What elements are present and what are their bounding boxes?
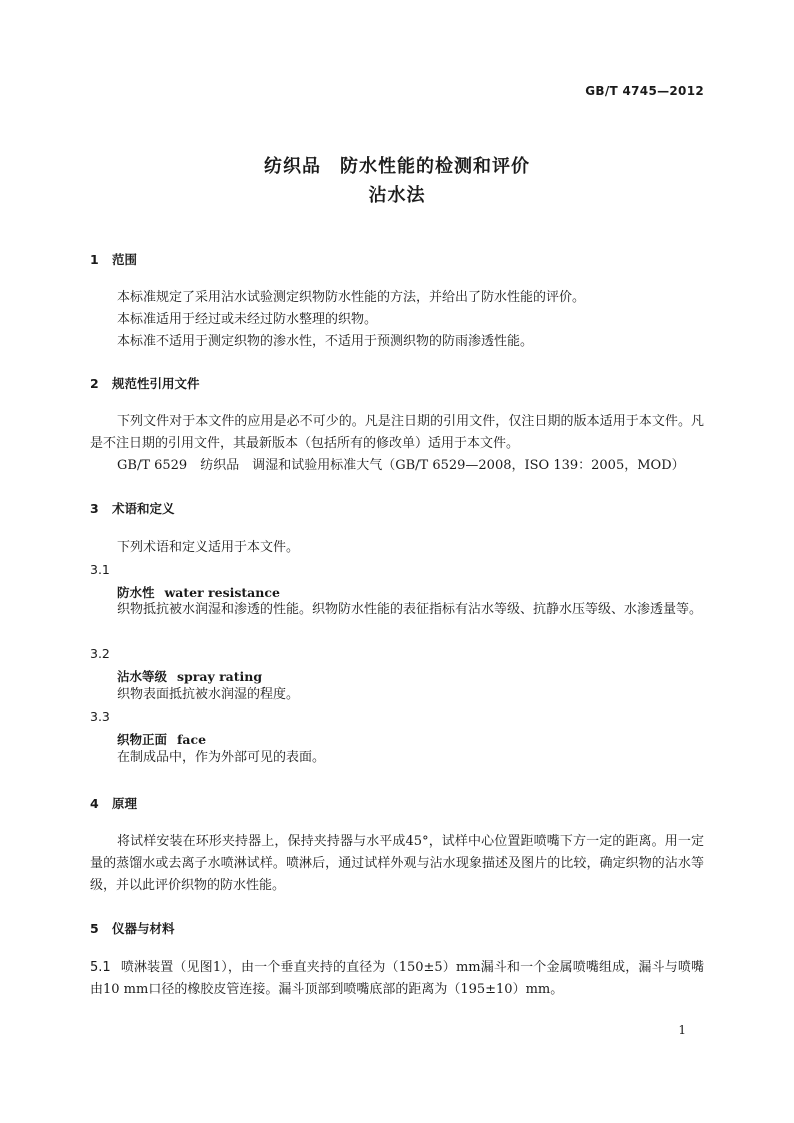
item-number: 5.1	[90, 960, 111, 975]
principle-paragraph: 将试样安装在环形夹持器上，保持夹持器与水平成45°，试样中心位置距喷嘴下方一定的距离。用一定量的蒸馏水或去离子水喷淋试样。喷淋后，通过试样外观与沾水现象描述及图片的比较，确定织物的沾水等级，并以此评价织物的防水性能。	[90, 834, 704, 893]
section-title: 范围	[112, 252, 138, 267]
terms-intro: 下列术语和定义适用于本文件。	[117, 540, 300, 555]
section-title: 术语和定义	[112, 501, 175, 516]
section-title: 仪器与材料	[112, 921, 175, 936]
scope-line-2: 本标准适用于经过或未经过防水整理的织物。	[117, 312, 378, 327]
item-text: 喷淋装置（见图1），由一个垂直夹持的直径为（150±5）mm漏斗和一个金属喷嘴组成，漏斗与喷嘴由10 mm口径的橡胶皮管连接。漏斗顶部到喷嘴底部的距离为（195±10）mm。	[90, 960, 704, 997]
term-chinese: 织物正面	[117, 732, 168, 747]
term-number: 3.1	[90, 562, 110, 577]
section-title: 原理	[112, 796, 138, 811]
section-number: 1	[90, 252, 99, 267]
term-definition: 织物抵抗被水润湿和渗透的性能。织物防水性能的表征指标有沾水等级、抗静水压等级、水渗透量等。	[117, 602, 703, 617]
section-3-heading	[90, 499, 175, 517]
section-2-heading	[90, 374, 200, 392]
scope-line-1: 本标准规定了采用沾水试验测定织物防水性能的方法，并给出了防水性能的评价。	[117, 290, 586, 305]
term-number: 3.2	[90, 646, 110, 661]
section-title: 规范性引用文件	[112, 376, 200, 391]
page-number: 1	[678, 1023, 686, 1037]
section-1-heading	[90, 250, 137, 268]
term-english: water resistance	[164, 585, 280, 600]
term-heading	[117, 730, 206, 748]
term-heading	[117, 667, 262, 685]
section-number: 5	[90, 921, 99, 936]
scope-line-3: 本标准不适用于测定织物的渗水性，不适用于预测织物的防雨渗透性能。	[117, 334, 534, 349]
normative-references-paragraph: 下列文件对于本文件的应用是必不可少的。凡是注日期的引用文件，仅注日期的版本适用于本文件。凡是不注日期的引用文件，其最新版本（包括所有的修改单）适用于本文件。	[90, 414, 704, 451]
section-4-heading	[90, 794, 137, 812]
term-number: 3.3	[90, 709, 110, 724]
term-definition: 在制成品中，作为外部可见的表面。	[117, 750, 326, 765]
term-chinese: 防水性	[117, 585, 155, 600]
reference-gbt6529: GB/T 6529 纺织品 调湿和试验用标准大气（GB/T 6529—2008，ISO 139：2005，MOD）	[117, 458, 685, 473]
section-5-heading	[90, 919, 175, 937]
document-title: 纺织品 防水性能的检测和评价	[264, 156, 530, 177]
term-chinese: 沾水等级	[117, 669, 168, 684]
term-definition: 织物表面抵抗被水润湿的程度。	[117, 687, 300, 702]
document-subtitle: 沾水法	[368, 185, 426, 206]
term-english: face	[177, 732, 207, 747]
item-5-1	[90, 957, 704, 1001]
section-number: 3	[90, 501, 99, 516]
section-number: 2	[90, 376, 99, 391]
term-english: spray rating	[177, 669, 263, 684]
section-number: 4	[90, 796, 99, 811]
standard-code: GB/T 4745—2012	[585, 84, 704, 98]
